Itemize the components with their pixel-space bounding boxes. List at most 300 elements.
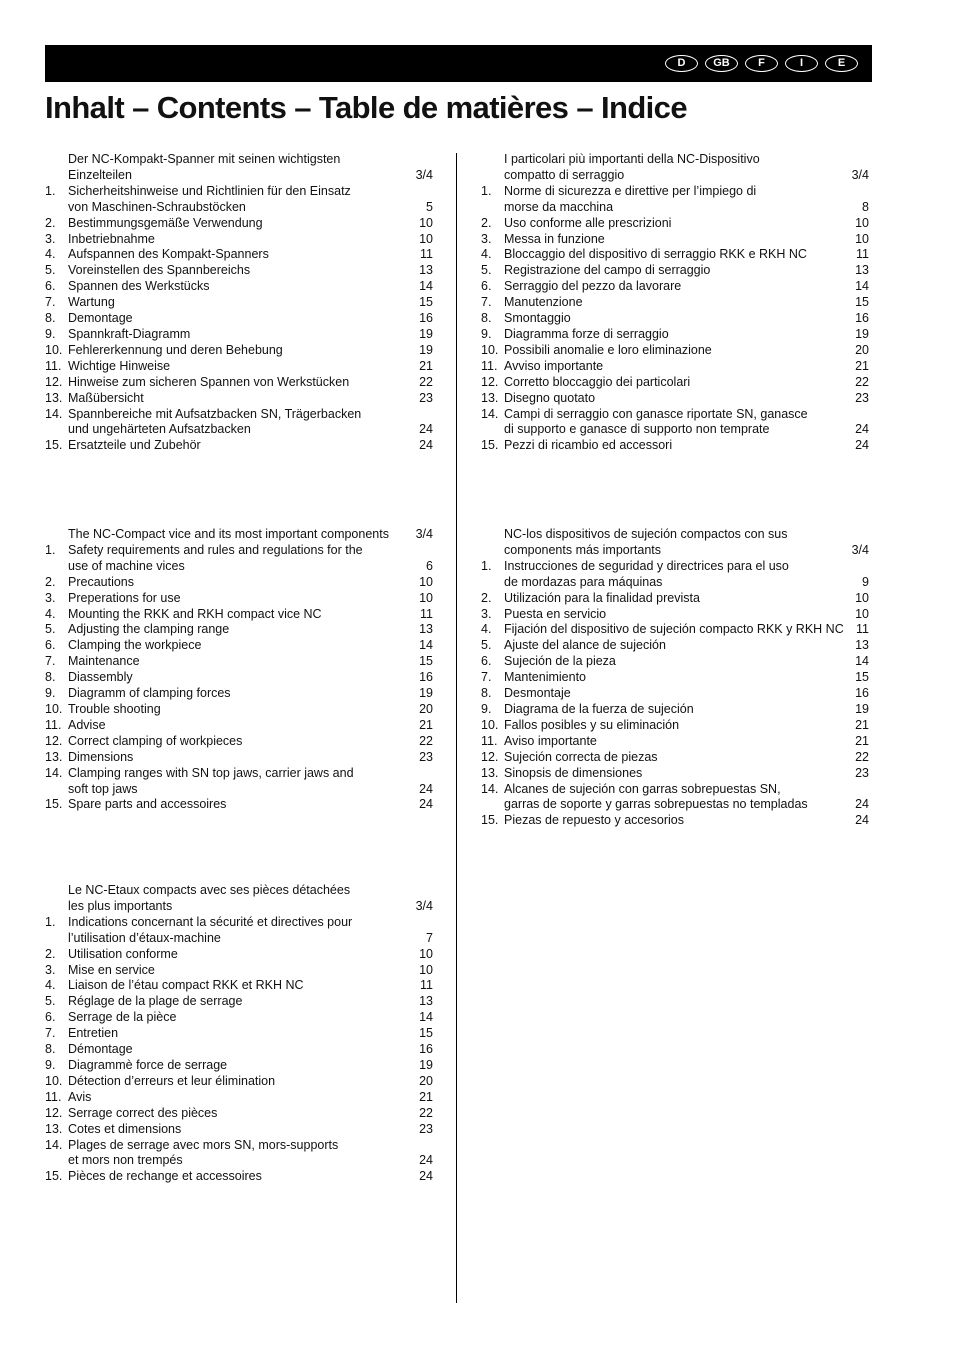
toc-entry-page: 3/4 xyxy=(415,898,433,913)
toc-entry xyxy=(481,527,869,559)
toc-entry xyxy=(45,963,433,979)
toc-entry-page: 23 xyxy=(419,390,433,405)
toc-entry-text xyxy=(68,670,433,686)
toc-entry-text xyxy=(68,1106,433,1122)
toc-entry xyxy=(481,407,869,439)
toc-entry-line xyxy=(504,200,869,216)
toc-entry-title: Maßübersicht xyxy=(68,390,144,405)
toc-entry xyxy=(45,527,433,543)
toc-entry-text xyxy=(68,915,433,947)
toc-entry-line xyxy=(68,247,433,263)
toc-entry-title: Pezzi di ricambio ed accessori xyxy=(504,438,673,453)
toc-entry xyxy=(481,438,869,454)
toc-entry-line xyxy=(504,184,869,200)
toc-entry-page xyxy=(865,527,869,543)
toc-entry-line xyxy=(504,295,869,311)
toc-entry-line xyxy=(68,591,433,607)
toc-entry-page xyxy=(429,152,433,168)
toc-entry-line xyxy=(68,1058,433,1074)
toc-entry-page: 9 xyxy=(862,574,869,589)
toc-entry xyxy=(45,766,433,798)
toc-section-spanish xyxy=(481,527,869,829)
toc-entry xyxy=(45,327,433,343)
toc-entry-title: Alcanes de sujeción con garras sobrepuestas SN, xyxy=(504,781,781,796)
toc-entry-number: 12. xyxy=(45,374,63,389)
toc-entry-line xyxy=(68,422,433,438)
toc-entry-number: 9. xyxy=(481,326,492,341)
toc-entry-line xyxy=(68,168,433,184)
toc-entry-title: Sujeción de la pieza xyxy=(504,654,616,669)
toc-entry-page: 10 xyxy=(419,590,433,605)
toc-entry-number: 1. xyxy=(45,183,56,198)
toc-entry-page: 8 xyxy=(862,199,869,214)
toc-entry xyxy=(481,375,869,391)
toc-entry-page: 22 xyxy=(419,374,433,389)
toc-entry-line xyxy=(68,915,433,931)
toc-entry xyxy=(45,1122,433,1138)
toc-entry-line xyxy=(504,407,869,423)
toc-entry-line xyxy=(68,311,433,327)
toc-entry-text xyxy=(504,359,869,375)
toc-entry-title: Sicherheitshinweise und Richtlinien für den Einsatz xyxy=(68,183,351,198)
toc-entry xyxy=(481,654,869,670)
toc-entry-text xyxy=(68,702,433,718)
toc-entry-title: Aufspannen des Kompakt-Spanners xyxy=(68,247,269,262)
toc-entry xyxy=(45,1106,433,1122)
language-badge-d[interactable]: D xyxy=(665,55,698,72)
toc-entry-number: 10. xyxy=(481,342,499,357)
toc-entry-number: 2. xyxy=(45,574,56,589)
toc-entry-page: 10 xyxy=(855,590,869,605)
toc-entry-text xyxy=(68,947,433,963)
toc-entry-title: Réglage de la plage de serrage xyxy=(68,994,243,1009)
toc-entry-title: Bloccaggio del dispositivo di serraggio RKK e RKH NC xyxy=(504,247,807,262)
toc-entry-text xyxy=(68,1042,433,1058)
toc-entry-number: 9. xyxy=(481,701,492,716)
toc-entry-page: 10 xyxy=(855,215,869,230)
toc-entry xyxy=(45,543,433,575)
toc-entry-number: 4. xyxy=(45,247,56,262)
toc-entry-line xyxy=(68,1122,433,1138)
toc-entry xyxy=(45,232,433,248)
toc-entry-line xyxy=(504,232,869,248)
toc-entry-number: 11. xyxy=(481,358,498,373)
toc-entry-page: 7 xyxy=(426,930,433,945)
language-badge-gb[interactable]: GB xyxy=(705,55,738,72)
toc-entry-text xyxy=(68,591,433,607)
toc-entry-line xyxy=(68,750,433,766)
toc-entry-page: 15 xyxy=(855,295,869,310)
toc-entry-page: 10 xyxy=(419,962,433,977)
toc-entry-page: 10 xyxy=(419,231,433,246)
toc-entry xyxy=(481,591,869,607)
toc-entry-page: 10 xyxy=(855,606,869,621)
toc-entry-title: Aviso importante xyxy=(504,733,597,748)
toc-entry xyxy=(481,263,869,279)
toc-entry xyxy=(45,391,433,407)
language-badge-e[interactable]: E xyxy=(825,55,858,72)
toc-entry-number: 4. xyxy=(481,247,492,262)
toc-entry-text xyxy=(504,343,869,359)
toc-entry-page: 16 xyxy=(419,1042,433,1057)
toc-entry-page xyxy=(865,407,869,423)
toc-entry xyxy=(481,734,869,750)
toc-entry-text xyxy=(68,1090,433,1106)
toc-entry xyxy=(45,734,433,750)
toc-entry-line xyxy=(504,591,869,607)
toc-entry-text xyxy=(68,750,433,766)
toc-entry-page: 19 xyxy=(419,342,433,357)
toc-entry xyxy=(481,750,869,766)
toc-entry-number: 13. xyxy=(481,765,499,780)
toc-entry-number: 4. xyxy=(45,606,56,621)
toc-entry-number: 3. xyxy=(481,231,492,246)
toc-entry-title: Piezas de repuesto y accesorios xyxy=(504,813,684,828)
toc-entry-line xyxy=(68,782,433,798)
toc-entry-page: 15 xyxy=(419,654,433,669)
toc-entry-line xyxy=(504,813,869,829)
toc-entry-title: Fallos posibles y su eliminación xyxy=(504,717,680,732)
toc-entry-text xyxy=(68,575,433,591)
toc-entry-line xyxy=(504,527,869,543)
toc-entry xyxy=(45,638,433,654)
toc-entry-page: 23 xyxy=(419,1121,433,1136)
toc-entry-title: l’utilisation d’étaux-machine xyxy=(68,930,221,945)
toc-entry-page xyxy=(429,766,433,782)
toc-entry-number: 4. xyxy=(481,622,492,637)
toc-entry-number: 1. xyxy=(481,558,492,573)
toc-entry-title: Clamping the workpiece xyxy=(68,638,202,653)
toc-entry-number: 2. xyxy=(45,215,56,230)
toc-entry-text xyxy=(504,527,869,559)
toc-entry-text xyxy=(68,883,433,915)
toc-entry-line xyxy=(68,343,433,359)
toc-entry xyxy=(45,1026,433,1042)
toc-entry-number: 3. xyxy=(481,606,492,621)
toc-entry-title: Precautions xyxy=(68,574,135,589)
toc-entry-text xyxy=(504,718,869,734)
toc-entry-number: 15. xyxy=(481,813,499,828)
toc-entry-title: Smontaggio xyxy=(504,311,571,326)
toc-entry-text xyxy=(68,527,433,543)
toc-entry-line xyxy=(68,543,433,559)
toc-entry-title: Serrage correct des pièces xyxy=(68,1105,218,1120)
toc-entry-number: 5. xyxy=(481,263,492,278)
toc-entry xyxy=(481,702,869,718)
toc-entry xyxy=(45,375,433,391)
toc-entry-line xyxy=(68,407,433,423)
toc-entry-page: 16 xyxy=(855,311,869,326)
toc-entry-number: 12. xyxy=(45,733,63,748)
toc-entry-line xyxy=(68,947,433,963)
toc-entry-title: Démontage xyxy=(68,1042,133,1057)
toc-entry-title: Utilización para la finalidad prevista xyxy=(504,590,700,605)
toc-entry-number: 5. xyxy=(45,622,56,637)
toc-entry-line xyxy=(68,1090,433,1106)
toc-entry-text xyxy=(68,438,433,454)
toc-entry-line xyxy=(68,295,433,311)
toc-entry-line xyxy=(68,391,433,407)
toc-entry-text xyxy=(68,978,433,994)
toc-entry-text xyxy=(68,232,433,248)
toc-entry-line xyxy=(504,375,869,391)
toc-entry xyxy=(45,750,433,766)
toc-entry-text xyxy=(504,782,869,814)
toc-entry-text xyxy=(68,1169,433,1185)
toc-entry-number: 1. xyxy=(45,542,56,557)
toc-entry-page: 13 xyxy=(419,622,433,637)
toc-entry-number: 14. xyxy=(45,1137,63,1152)
toc-entry xyxy=(481,559,869,591)
toc-entry-title: Instrucciones de seguridad y directrices para el uso xyxy=(504,558,789,573)
toc-entry-line xyxy=(504,750,869,766)
toc-entry-page: 10 xyxy=(419,215,433,230)
toc-entry-page: 3/4 xyxy=(415,167,433,182)
toc-entry-page: 24 xyxy=(855,438,869,453)
toc-entry-title: Registrazione del campo di serraggio xyxy=(504,263,711,278)
toc-entry-number: 15. xyxy=(45,1169,63,1184)
toc-entry-line xyxy=(504,797,869,813)
toc-entry xyxy=(45,263,433,279)
toc-entry-text xyxy=(68,152,433,184)
toc-entry-title: Pièces de rechange et accessoires xyxy=(68,1169,262,1184)
toc-entry-title: garras de soporte y garras sobrepuestas no templadas xyxy=(504,797,808,812)
toc-entry xyxy=(45,295,433,311)
toc-entry-number: 8. xyxy=(481,686,492,701)
toc-entry-number: 15. xyxy=(481,438,499,453)
toc-entry xyxy=(45,915,433,947)
toc-entry-title: les plus importants xyxy=(68,898,173,913)
toc-entry-text xyxy=(504,670,869,686)
toc-entry-text xyxy=(68,1010,433,1026)
toc-entry-title: Puesta en servicio xyxy=(504,606,607,621)
toc-entry-number: 1. xyxy=(45,914,56,929)
toc-entry-text xyxy=(504,766,869,782)
toc-entry-line xyxy=(68,1153,433,1169)
toc-entry-title: Utilisation conforme xyxy=(68,946,178,961)
toc-entry-text xyxy=(504,686,869,702)
toc-entry-title: Wartung xyxy=(68,295,115,310)
toc-entry-title: Messa in funzione xyxy=(504,231,605,246)
toc-entry-title: Norme di sicurezza e direttive per l’impiego di xyxy=(504,183,757,198)
toc-entry-line xyxy=(68,899,433,915)
toc-entry-page: 21 xyxy=(419,1089,433,1104)
toc-entry-line xyxy=(68,1074,433,1090)
toc-entry-title: von Maschinen-Schraubstöcken xyxy=(68,199,246,214)
toc-entry xyxy=(45,1169,433,1185)
toc-entry-title: Ersatzteile und Zubehör xyxy=(68,438,201,453)
toc-entry-text xyxy=(68,343,433,359)
toc-entry-title: Manutenzione xyxy=(504,295,583,310)
toc-entry-page: 20 xyxy=(419,701,433,716)
toc-entry-text xyxy=(504,407,869,439)
toc-entry-title: Campi di serraggio con ganasce riportate SN, ganasce xyxy=(504,406,808,421)
toc-entry-title: Serraggio del pezzo da lavorare xyxy=(504,279,682,294)
toc-entry-page: 19 xyxy=(419,1057,433,1072)
toc-entry-page: 24 xyxy=(419,1169,433,1184)
toc-entry-text xyxy=(68,216,433,232)
toc-entry-line xyxy=(504,359,869,375)
toc-entry-title: Voreinstellen des Spannbereichs xyxy=(68,263,251,278)
toc-entry-page xyxy=(865,559,869,575)
language-badge-f[interactable]: F xyxy=(745,55,778,72)
toc-entry-title: NC-los dispositivos de sujeción compactos con sus xyxy=(504,527,788,541)
toc-entry-line xyxy=(504,718,869,734)
toc-entry-title: components más importants xyxy=(504,542,662,557)
toc-section-french xyxy=(45,883,433,1185)
toc-entry-page xyxy=(429,184,433,200)
toc-entry xyxy=(45,407,433,439)
toc-entry-text xyxy=(68,1074,433,1090)
toc-entry xyxy=(45,438,433,454)
toc-entry-line xyxy=(504,422,869,438)
toc-entry-text xyxy=(68,295,433,311)
toc-entry-line xyxy=(68,1169,433,1185)
toc-entry-line xyxy=(504,638,869,654)
toc-entry xyxy=(45,359,433,375)
toc-entry-line xyxy=(68,766,433,782)
toc-entry-text xyxy=(504,247,869,263)
toc-entry-text xyxy=(504,295,869,311)
toc-entry-line xyxy=(68,638,433,654)
toc-entry-line xyxy=(68,1010,433,1026)
toc-entry xyxy=(45,1138,433,1170)
toc-entry-title: Fijación del dispositivo de sujeción compacto RKK y RKH NC xyxy=(504,622,844,637)
toc-entry-page: 21 xyxy=(855,717,869,732)
page-title: Inhalt – Contents – Table de matières – Indice xyxy=(45,90,687,125)
toc-entry-number: 3. xyxy=(45,962,56,977)
toc-entry xyxy=(481,279,869,295)
toc-entry-title: Avviso importante xyxy=(504,358,604,373)
toc-entry-title: Cotes et dimensions xyxy=(68,1121,182,1136)
language-badge-i[interactable]: I xyxy=(785,55,818,72)
toc-entry-number: 12. xyxy=(481,749,499,764)
toc-entry-title: Liaison de l’étau compact RKK et RKH NC xyxy=(68,978,304,993)
toc-entry xyxy=(45,797,433,813)
toc-entry-title: Plages de serrage avec mors SN, mors-supports xyxy=(68,1137,339,1152)
toc-entry-text xyxy=(504,622,869,638)
toc-entry-title: Der NC-Kompakt-Spanner mit seinen wichtigsten xyxy=(68,152,341,166)
toc-entry-line xyxy=(68,1026,433,1042)
toc-entry xyxy=(481,607,869,623)
toc-entry-page: 14 xyxy=(419,1010,433,1025)
toc-entry-title: et mors non trempés xyxy=(68,1153,183,1168)
toc-entry-line xyxy=(504,543,869,559)
toc-entry-line xyxy=(504,263,869,279)
toc-entry-title: Hinweise zum sicheren Spannen von Werkstücken xyxy=(68,374,350,389)
toc-entry-title: Einzelteilen xyxy=(68,167,132,182)
toc-entry-line xyxy=(68,359,433,375)
toc-entry-title: Diagrammè force de serrage xyxy=(68,1057,228,1072)
toc-entry-title: Maintenance xyxy=(68,654,140,669)
toc-entry xyxy=(481,247,869,263)
toc-entry xyxy=(45,670,433,686)
toc-entry xyxy=(45,1010,433,1026)
toc-entry-title: Ajuste del alance de sujeción xyxy=(504,638,666,653)
toc-entry xyxy=(481,813,869,829)
toc-entry-number: 8. xyxy=(45,311,56,326)
toc-entry-text xyxy=(68,654,433,670)
toc-entry-page: 15 xyxy=(855,670,869,685)
toc-entry-page: 23 xyxy=(855,390,869,405)
toc-entry-number: 9. xyxy=(45,326,56,341)
toc-entry-text xyxy=(68,543,433,575)
toc-entry xyxy=(481,295,869,311)
toc-entry xyxy=(45,1090,433,1106)
toc-entry xyxy=(45,686,433,702)
toc-entry-number: 14. xyxy=(481,406,499,421)
toc-entry-number: 6. xyxy=(481,279,492,294)
toc-entry-page: 24 xyxy=(855,813,869,828)
toc-entry-number: 15. xyxy=(45,438,63,453)
toc-entry-text xyxy=(504,184,869,216)
toc-entry-number: 7. xyxy=(45,654,56,669)
toc-entry-title: Fehlererkennung und deren Behebung xyxy=(68,342,283,357)
toc-entry-text xyxy=(504,638,869,654)
toc-entry-title: Serrage de la pièce xyxy=(68,1010,177,1025)
toc-entry-number: 11. xyxy=(45,717,62,732)
toc-entry-number: 13. xyxy=(45,749,63,764)
toc-entry-title: Clamping ranges with SN top jaws, carrier jaws and xyxy=(68,765,354,780)
toc-entry-line xyxy=(68,978,433,994)
toc-entry-page: 15 xyxy=(419,1026,433,1041)
toc-entry-page xyxy=(429,1138,433,1154)
toc-entry-page: 13 xyxy=(419,263,433,278)
toc-entry-page: 14 xyxy=(419,279,433,294)
toc-entry xyxy=(45,591,433,607)
toc-entry-text xyxy=(68,797,433,813)
toc-entry-line xyxy=(504,782,869,798)
toc-entry-page: 13 xyxy=(855,638,869,653)
toc-entry-line xyxy=(68,263,433,279)
toc-entry-page: 13 xyxy=(419,994,433,1009)
toc-entry-title: Diagramm of clamping forces xyxy=(68,686,231,701)
toc-entry-title: Wichtige Hinweise xyxy=(68,358,171,373)
toc-entry-number: 10. xyxy=(481,717,499,732)
toc-entry-page: 24 xyxy=(419,781,433,796)
toc-entry-number: 14. xyxy=(481,781,499,796)
toc-entry-text xyxy=(68,1058,433,1074)
toc-entry-line xyxy=(504,311,869,327)
toc-entry-text xyxy=(68,718,433,734)
toc-entry-page: 22 xyxy=(419,1105,433,1120)
toc-entry-title: I particolari più importanti della NC-Dispositivo xyxy=(504,152,760,166)
toc-entry-text xyxy=(68,311,433,327)
toc-entry xyxy=(45,718,433,734)
toc-entry xyxy=(481,766,869,782)
toc-entry-text xyxy=(68,734,433,750)
toc-entry-number: 8. xyxy=(45,1042,56,1057)
toc-entry-title: morse da macchina xyxy=(504,199,614,214)
toc-entry-number: 5. xyxy=(45,994,56,1009)
toc-entry-line xyxy=(504,766,869,782)
toc-entry-title: Diagramma forze di serraggio xyxy=(504,326,669,341)
toc-entry-page: 11 xyxy=(420,978,433,993)
toc-entry-line xyxy=(68,994,433,1010)
toc-entry-number: 13. xyxy=(481,390,499,405)
toc-entry-page xyxy=(865,152,869,168)
toc-entry-title: Desmontaje xyxy=(504,686,571,701)
toc-entry xyxy=(481,311,869,327)
toc-entry-page: 16 xyxy=(419,670,433,685)
toc-entry-number: 10. xyxy=(45,342,63,357)
toc-entry-line xyxy=(504,168,869,184)
toc-entry-line xyxy=(504,686,869,702)
toc-entry-title: Adjusting the clamping range xyxy=(68,622,230,637)
toc-entry-text xyxy=(504,591,869,607)
toc-entry xyxy=(45,994,433,1010)
toc-entry xyxy=(481,622,869,638)
